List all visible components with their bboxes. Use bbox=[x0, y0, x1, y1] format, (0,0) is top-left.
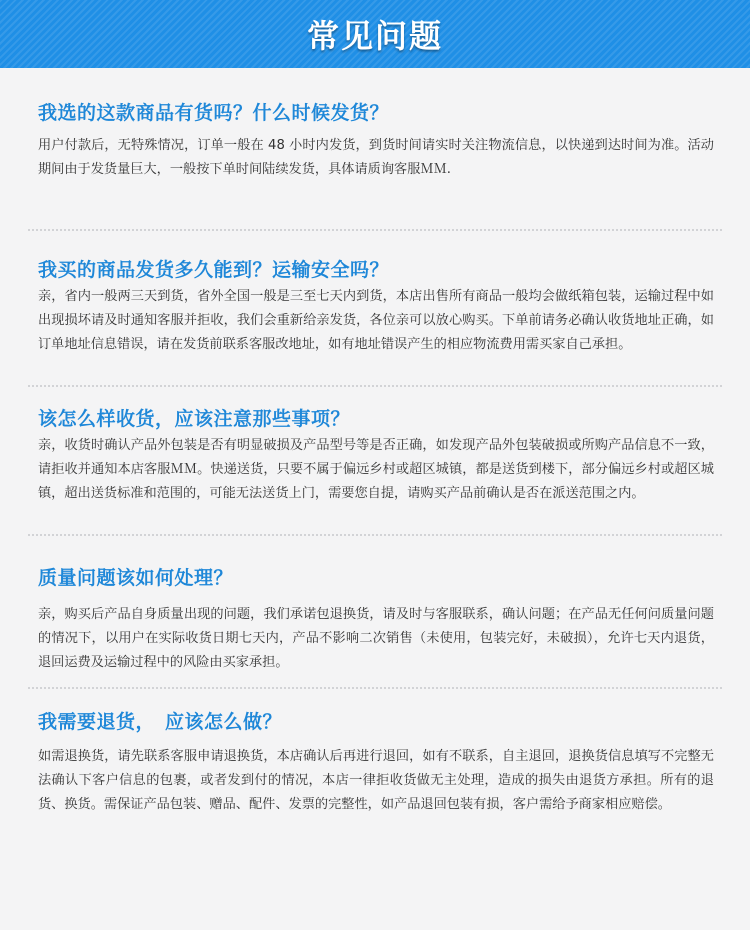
faq-question: 我选的这款商品有货吗？什么时候发货？ bbox=[38, 102, 390, 124]
faq-item-stock bbox=[38, 100, 714, 182]
page-title: 常见问题 bbox=[306, 17, 443, 55]
page-header bbox=[0, 0, 750, 68]
faq-question: 我买的商品发货多久能到？运输安全吗？ bbox=[38, 259, 390, 281]
faq-item-receiving bbox=[38, 406, 714, 506]
faq-question: 该怎么样收货，应该注意那些事项？ bbox=[38, 408, 351, 430]
faq-answer: 亲，购买后产品自身质量出现的问题，我们承诺包退换货，请及时与客服联系，确认问题；在产品无任何问质量问题的情况下，以用户在实际收货日期七天内，产品不影响二次销售（未使用，包装完好，未破损），允许七天内退货，退回运费及运输过程中的风险由买家承担。 bbox=[38, 607, 714, 670]
faq-answer: 亲，收货时确认产品外包装是否有明显破损及产品型号等是否正确，如发现产品外包装破损或所购产品信息不一致，请拒收并通知本店客服ＭＭ。快递送货，只要不属于偏远乡村或超区城镇，都是送货到楼下，部分偏远乡村或超区城镇，超出送货标准和范围的，可能无法送货上门，需要您自提，请购买产品前确认是否在派送范围之内。 bbox=[38, 438, 714, 501]
section-divider bbox=[28, 229, 722, 231]
faq-question: 质量问题该如何处理？ bbox=[38, 567, 234, 589]
faq-question: 我需要退货， 应该怎么做？ bbox=[38, 711, 283, 733]
faq-answer: 用户付款后，无特殊情况，订单一般在 48 小时内发货，到货时间请实时关注物流信息，以快递到达时间为准。活动期间由于发货量巨大，一般按下单时间陆续发货，具体请质询客服ＭＭ. bbox=[38, 138, 714, 177]
faq-answer: 亲，省内一般两三天到货，省外全国一般是三至七天内到货，本店出售所有商品一般均会做纸箱包装，运输过程中如出现损坏请及时通知客服并拒收，我们会重新给亲发货，各位亲可以放心购买。下单前请务必确认收货地址正确，如订单地址信息错误，请在发货前联系客服改地址，如有地址错误产生的相应物流费用需买家自己承担。 bbox=[38, 289, 714, 352]
faq-answer: 如需退换货，请先联系客服申请退换货，本店确认后再进行退回，如有不联系，自主退回，退换货信息填写不完整无法确认下客户信息的包裹，或者发到付的情况，本店一律拒收货做无主处理，造成的损失由退货方承担。所有的退货、换货。需保证产品包装、赠品、配件、发票的完整性，如产品退回包装有损，客户需给予商家相应赔偿。 bbox=[38, 749, 714, 812]
faq-item-delivery bbox=[38, 257, 714, 357]
section-divider bbox=[28, 687, 722, 689]
faq-item-return bbox=[38, 709, 714, 817]
faq-item-quality bbox=[38, 565, 714, 675]
section-divider bbox=[28, 534, 722, 536]
section-divider bbox=[28, 385, 722, 387]
